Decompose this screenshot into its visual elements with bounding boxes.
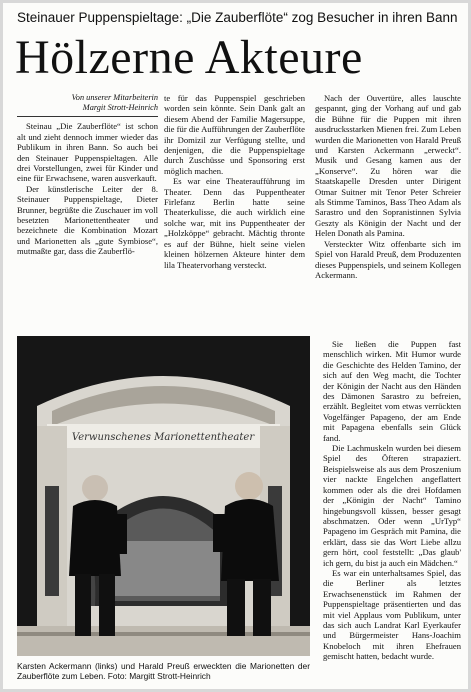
paragraph: te für das Puppenspiel geschrieben worden sein könnte. Sein Dank galt an diesem Abend der Familie Magersuppe, die für die Aufführungen der Zauberflöte ihr Domizil zur Verfügung stellte, und denjenigen, die die Puppenspieltage durch Zuschüsse und Sponsoring erst möglich machen. [164,93,305,176]
column-2 [164,93,305,323]
paragraph: Der künstlerische Leiter der 8. Steinauer Puppenspieltage, Dieter Brunner, begrüßte die Zuschauer im voll besetzten Marionettentheater und bezeichnete die Kombination Mozart und Marionetten als „gute Symbiose“, mutmaßte gar, dass die Zauberflö- [17,183,158,257]
byline [17,93,158,117]
column-3 [315,93,461,338]
byline-line-1: Von unserer Mitarbeiterin [71,93,158,102]
paragraph: Versteckter Witz offenbarte sich im Spiel von Harald Preuß, dem Produzenten dieses Puppenspiels, und seinem Kollegen Ackermann. [315,238,461,280]
theater-sign: Verwunschenes Marionettentheater [71,432,255,443]
column-1 [17,93,158,323]
kicker: Steinauer Puppenspieltage: „Die Zauberflöte“ zog Besucher in ihren Bann [17,10,458,25]
paragraph: Nach der Ouvertüre, alles lauschte gespannt, ging der Vorhang auf und gab die Bühne für die Puppen mit ihren ausdrucksstarken Mienen frei. Zum Leben wurden die Marionetten von Harald Preuß und Karsten Ackermann „erweckt“. Musik und Gesang kamen aus der „Konserve“. Zu hören war die Staatskapelle Dresden unter Dirigent Otmar Suitner mit Tenor Peter Schreier als Stimme Taminos, Bass Theo Adam als Sarastro und den Sopranistinnen Sylvia Geszty als Königin der Nacht und der Helen Donath als Pamina. [315,93,461,239]
paragraph: Die Lachmuskeln wurden bei diesem Spiel des Öfteren strapaziert. Beispielsweise als aus dem Proszenium vier nackte Engelchen angeflattert kommen oder als die drei Hofdamen der „Königin der Nacht“ Tamino hingebungsvoll küssen, besser gesagt abschmatzen. Oder wenn „UrTyp“ Papageno im Gespräch mit Pamina, die erklärt, dass sie das Wort Liebe allzu gern hört, cool feststellt: „Das glaub' ich gern, du bist ja auch ein Mädchen.“ [323,443,461,568]
paragraph: Es war ein unterhaltsames Spiel, das die Berliner als letztes Erwachsenenstück im Rahmen der Puppenspieltage präsentierten und das mit viel Applaus vom Publikum, unter das sich auch Landrat Karl Eyerkaufer und Bürgermeister Hans-Joachim Knobeloch mit ihren Ehefrauen gemischt hatten, bedacht wurde. [323,567,461,662]
theater-photo [17,336,310,656]
paragraph: Es war eine Theateraufführung im Theater. Denn das Puppentheater Firlefanz Berlin hatte seine Theaterkulisse, die auch wirklich eine solche war, mit ins Puppentheater der „Holzköppe“ gebracht. Mächtig thronte es auf der Bühne, hielt seine vielen kleinen hölzernen Akteure hinter dem lila Theatervorhang versteckt. [164,176,305,270]
caption-text: Karsten Ackermann (links) und Harald Preuß erweckten die Marionetten der Zauberflöte zum Leben. [17,661,310,682]
photo-caption [17,661,310,682]
byline-line-2: Margit Strott-Heinrich [82,103,158,113]
paragraph: Sie ließen die Puppen fast menschlich wirken. Mit Humor wurde die Geschichte des Helden Tamino, der sich auf den Weg macht, die Tochter der Königin der Nacht aus den Händen des Dämonen Sarastro zu befreien, erzählt. Begleitet vom etwas verrückten Vogelfänger Papageno, der am Ende mit Papagena ebenfalls sein Glück fand. [323,339,461,443]
paragraph: Steinau „Die Zauberflöte“ ist schon alt und zieht dennoch immer wieder das Publikum in ihren Bann. So auch bei den Steinauer Puppenspieltagen. Alle drei Vorstellungen, zwei für Kinder und eine für Erwachsene, waren ausverkauft. [17,121,158,184]
column-3-continued [323,339,461,689]
headline: Hölzerne Akteure [15,31,363,84]
photo-credit: Foto: Margitt Strott-Heinrich [107,671,211,682]
